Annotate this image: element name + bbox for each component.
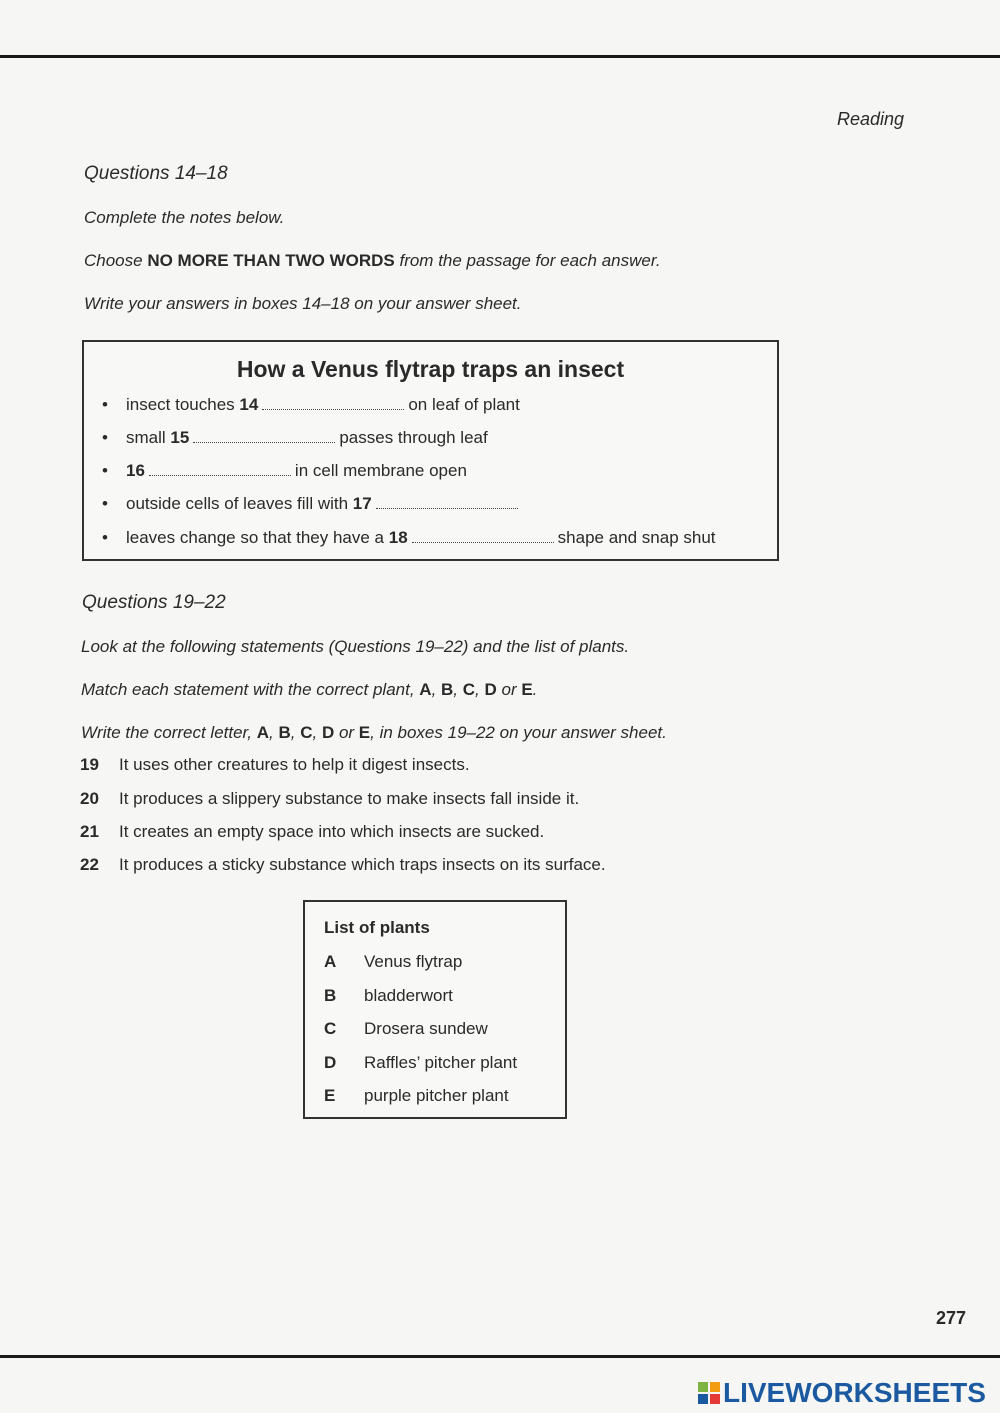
instruction-match-statement: Match each statement with the correct plant, A, B, C, D or E.	[81, 680, 538, 699]
liveworksheets-logo[interactable]	[698, 1378, 986, 1408]
instruction-look-at-statements: Look at the following statements (Questions 19–22) and the list of plants.	[81, 637, 630, 656]
notes-box	[82, 340, 779, 561]
instruction-answer-boxes: Write your answers in boxes 14–18 on your answer sheet.	[84, 294, 522, 313]
plant-option-c: C Drosera sundew	[324, 1019, 488, 1038]
answer-blank-16[interactable]	[149, 474, 291, 476]
statement-20: 20 It produces a slippery substance to make insects fall inside it.	[80, 789, 580, 808]
statement-19: 19 It uses other creatures to help it digest insects.	[80, 755, 470, 774]
liveworksheets-wordmark: LIVEWORKSHEETS	[723, 1377, 986, 1408]
section-label: Reading	[837, 109, 905, 129]
notes-title: How a Venus flytrap traps an insect	[236, 356, 625, 382]
statement-22: 22 It produces a sticky substance which traps insects on its surface.	[80, 855, 606, 874]
plant-option-e: E purple pitcher plant	[324, 1086, 509, 1105]
liveworksheets-icon	[698, 1382, 720, 1404]
note-item-18: • leaves change so that they have a 18 shape and snap shut	[102, 528, 716, 547]
page-number: 277	[936, 1308, 967, 1328]
questions-14-18-heading: Questions 14–18	[84, 163, 228, 184]
instruction-complete-notes: Complete the notes below.	[84, 208, 285, 227]
answer-blank-17[interactable]	[376, 507, 518, 509]
plants-title: List of plants	[324, 918, 430, 937]
answer-blank-18[interactable]	[412, 541, 554, 543]
answer-blank-15[interactable]	[193, 441, 335, 443]
plant-option-b: B bladderwort	[324, 986, 453, 1005]
statement-21: 21 It creates an empty space into which insects are sucked.	[80, 822, 545, 841]
plant-option-a: A Venus flytrap	[324, 952, 463, 971]
note-item-15: • small 15 passes through leaf	[102, 428, 488, 447]
bottom-rule	[0, 1355, 1000, 1358]
note-item-17: • outside cells of leaves fill with 17	[102, 494, 522, 514]
answer-blank-14[interactable]	[262, 408, 404, 410]
plant-option-d: D Raffles’ pitcher plant	[324, 1053, 518, 1072]
instruction-write-letter: Write the correct letter, A, B, C, D or E, in boxes 19–22 on your answer sheet.	[81, 723, 667, 742]
questions-19-22-heading: Questions 19–22	[82, 592, 226, 613]
note-item-14: • insect touches 14 on leaf of plant	[102, 395, 520, 414]
note-item-16: • 16 in cell membrane open	[102, 461, 467, 480]
list-of-plants-box	[303, 900, 567, 1119]
top-rule	[0, 55, 1000, 58]
instruction-word-limit: Choose NO MORE THAN TWO WORDS from the passage for each answer.	[84, 251, 661, 270]
